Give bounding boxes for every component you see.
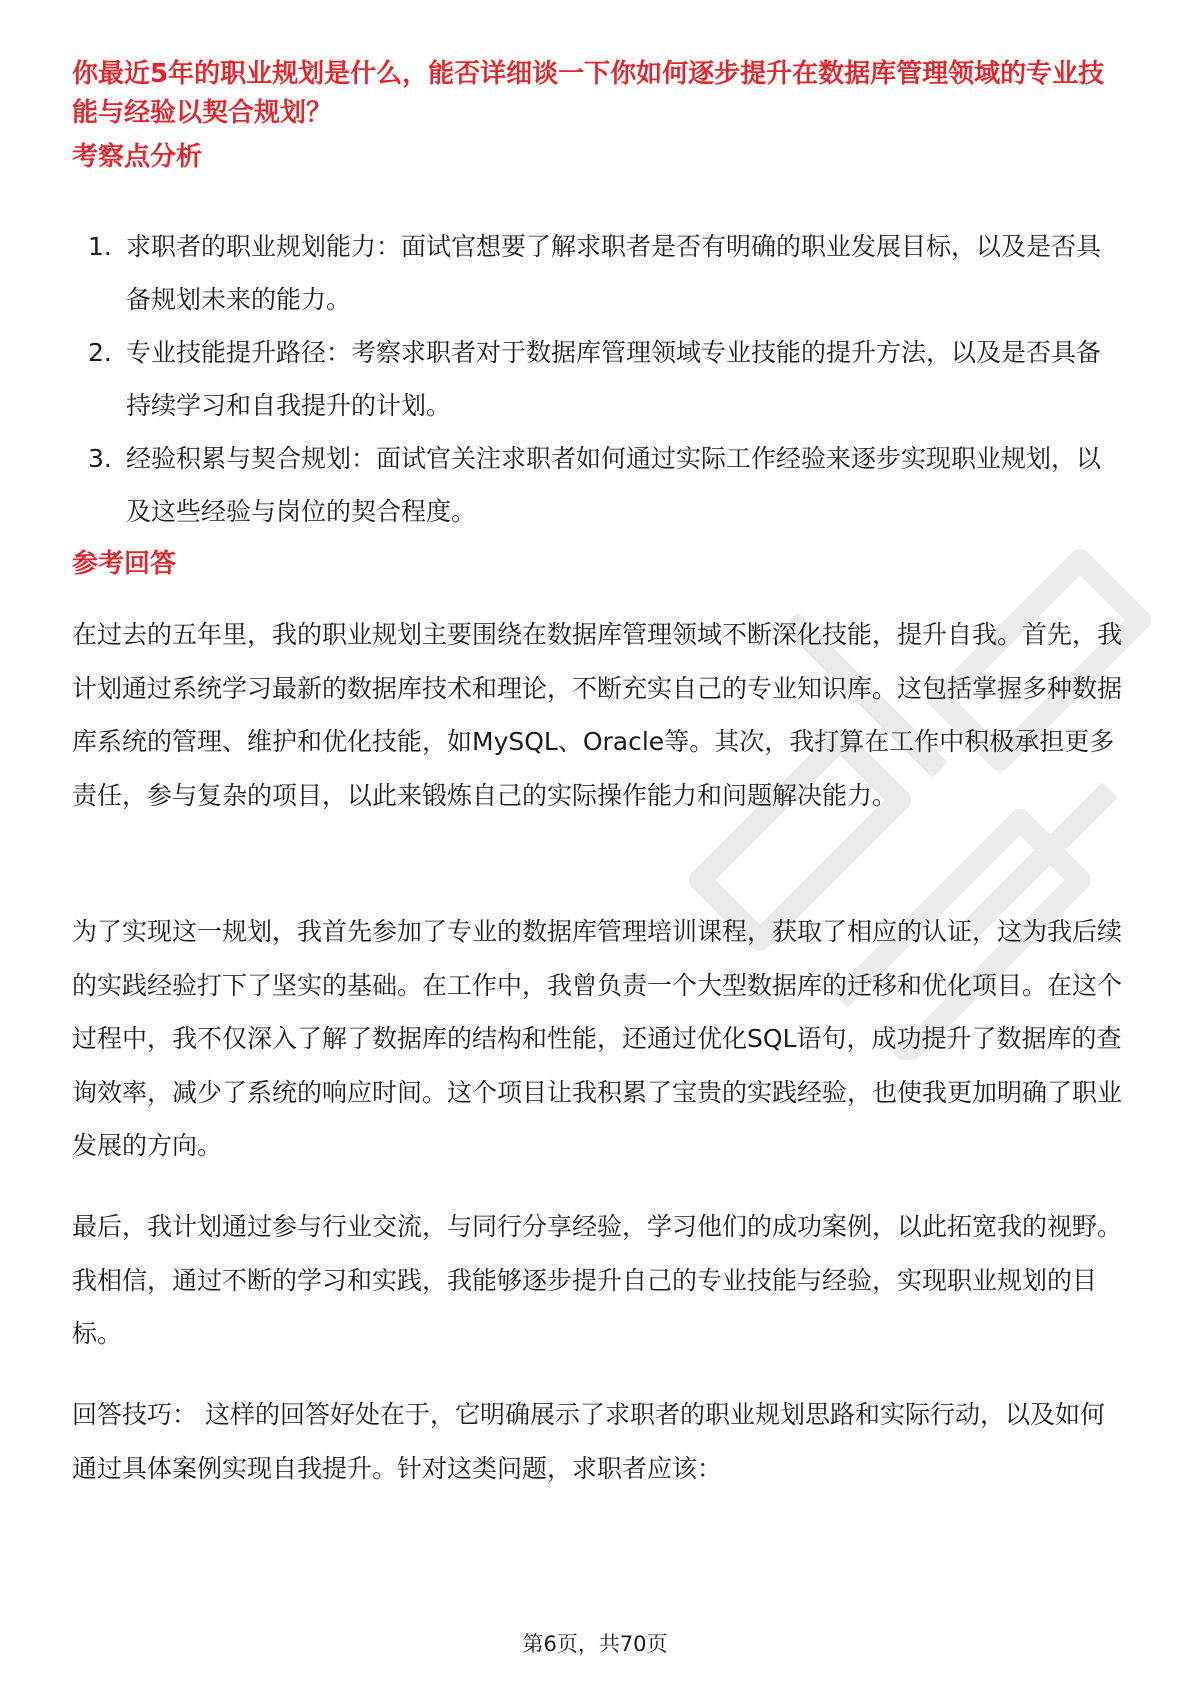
list-text: 经验积累与契合规划：面试官关注求职者如何通过实际工作经验来逐步实现职业规划，以及这些经验与岗位的契合程度。 — [126, 444, 1102, 526]
list-number: 2. — [88, 338, 112, 367]
list-text: 求职者的职业规划能力：面试官想要了解求职者是否有明确的职业发展目标，以及是否具备规划未来的能力。 — [126, 232, 1102, 314]
answer-paragraph: 在过去的五年里，我的职业规划主要围绕在数据库管理领域不断深化技能，提升自我。首先，我计划通过系统学习最新的数据库技术和理论，不断充实自己的专业知识库。这包括掌握多种数据库系统的管理、维护和优化技能，如MySQL、Oracle等。其次，我打算在工作中积极承担更多责任，参与复杂的项目，以此来锻炼自己的实际操作能力和问题解决能力。 — [72, 620, 1123, 810]
list-item — [72, 432, 1122, 538]
question-title: 你最近5年的职业规划是什么，能否详细谈一下你如何逐步提升在数据库管理领域的专业技能与经验以契合规划？ — [72, 59, 1105, 128]
answer-paragraph: 为了实现这一规划，我首先参加了专业的数据库管理培训课程，获取了相应的认证，这为我后续的实践经验打下了坚实的基础。在工作中，我曾负责一个大型数据库的迁移和优化项目。在这个过程中，我不仅深入了解了数据库的结构和性能，还通过优化SQL语句，成功提升了数据库的查询效率，减少了系统的响应时间。这个项目让我积累了宝贵的实践经验，也使我更加明确了职业发展的方向。 — [72, 917, 1123, 1160]
page-number: 第6页，共70页 — [522, 1632, 668, 1656]
list-number: 3. — [88, 444, 112, 473]
list-text: 专业技能提升路径：考察求职者对于数据库管理领域专业技能的提升方法，以及是否具备持续学习和自我提升的计划。 — [126, 338, 1102, 420]
analysis-heading: 考察点分析 — [72, 142, 203, 172]
list-item — [72, 220, 1122, 326]
answer-paragraph: 最后，我计划通过参与行业交流，与同行分享经验，学习他们的成功案例，以此拓宽我的视野。我相信，通过不断的学习和实践，我能够逐步提升自己的专业技能与经验，实现职业规划的目标。 — [72, 1212, 1123, 1348]
analysis-list — [72, 220, 1122, 538]
list-item — [72, 326, 1122, 432]
answer-heading: 参考回答 — [72, 549, 177, 579]
list-number: 1. — [88, 232, 112, 261]
answer-tip-paragraph: 回答技巧： 这样的回答好处在于，它明确展示了求职者的职业规划思路和实际行动，以及如何通过具体案例实现自我提升。针对这类问题，求职者应该： — [72, 1400, 1105, 1483]
